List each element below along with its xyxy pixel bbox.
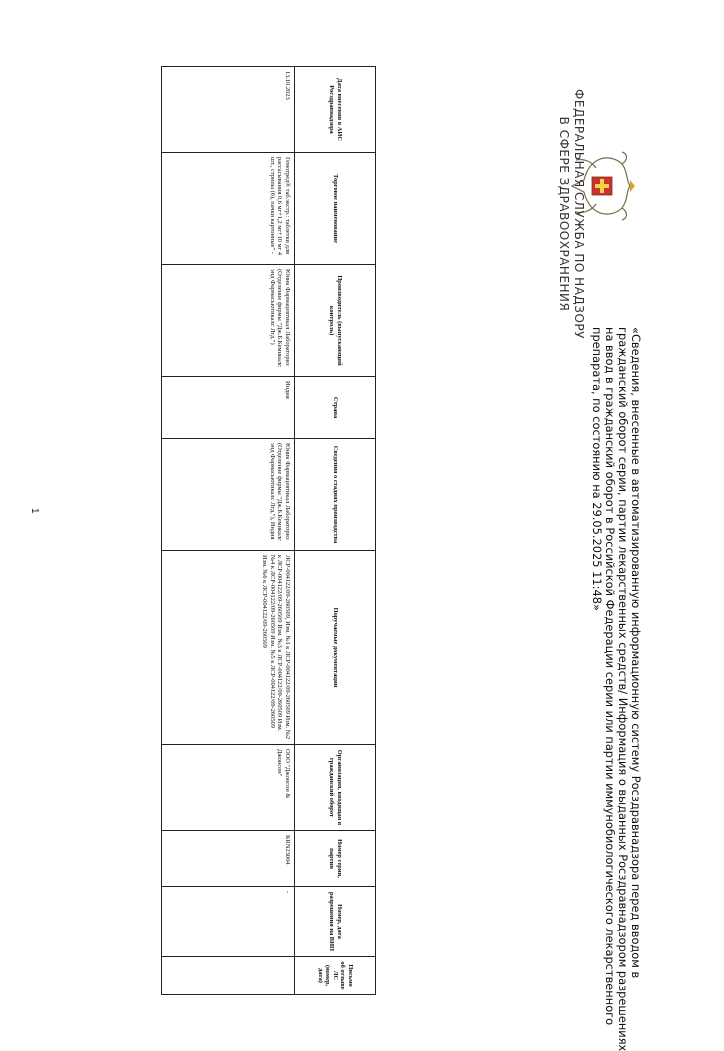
column-header: Дата внесения в АИС Росздравнадзора bbox=[295, 67, 376, 153]
table-header-row bbox=[295, 67, 376, 995]
agency-name-line1: ФЕДЕРАЛЬНАЯ СЛУЖБА ПО НАДЗОРУ bbox=[572, 89, 586, 339]
table-cell-organization: ООО "Джонсон & Джонсон" bbox=[162, 745, 295, 831]
column-header: Производитель (выпускающий контроль) bbox=[295, 265, 376, 377]
column-header: Поручаемые документации bbox=[295, 551, 376, 745]
table-cell-country: Индия bbox=[162, 377, 295, 439]
document-heading bbox=[590, 327, 643, 1051]
heading-line3: на ввод в гражданский оборот в Российской Федерации серии или партии иммунобиологического лекарственного bbox=[603, 327, 617, 1026]
column-header: Номер, дата разрешения на ВИП bbox=[295, 887, 376, 957]
table-row bbox=[162, 67, 295, 995]
table-cell-batch-number: KRN23004 bbox=[162, 831, 295, 887]
table-cell-date: 13.10.2023 bbox=[162, 67, 295, 153]
agency-name-line2: В СФЕРЕ ЗДРАВООХРАНЕНИЯ bbox=[557, 116, 571, 312]
table-cell-recall-letter bbox=[162, 957, 295, 995]
table-cell-permit: - bbox=[162, 887, 295, 957]
agency-name bbox=[556, 64, 586, 364]
column-header: Торговое наименование bbox=[295, 153, 376, 265]
table-cell-documents: ЛСР-004122/09-260509, Изм. №1 к ЛСР-004122/09-260509 Изм. №2 к ЛСР-004122/09-260509 Изм. №3 к ЛСР-004122/09-260509 Изм. №4 к ЛСР-004122/09-260509 Изм. №5 к ЛСР-004122/09-260509 Изм. №6 к ЛСР-004122/09-260509 bbox=[162, 551, 295, 745]
registry-table bbox=[161, 66, 376, 995]
heading-line4: препарата, по состоянию на 29.05.2025 11:48» bbox=[590, 327, 604, 611]
heading-line2: гражданский оборот серии, партии лекарственных средств/ Информация о выданных Росздравнадзором разрешениях bbox=[616, 327, 630, 1051]
table-cell-trade-name: Гемотред® таб.экстр.: таблетки для рассасывания 0,6 мг+1,2 мг+10 мг 4 шт., стрипы (6), пачки картонные" - bbox=[162, 153, 295, 265]
heading-line1: «Сведения, внесенные в автоматизированную информационную систему Росздравнадзора перед вводом в bbox=[629, 327, 643, 979]
page-number: 1 bbox=[29, 508, 40, 514]
table-cell-production-stages: Юник Фармацевтикал Лабораториз (Отделение фирмы "Дж.Б.Кемикалс энд Фармасьютикалс Лтд."), Индия bbox=[162, 439, 295, 551]
column-header: Организация, вводящая в гражданский оборот bbox=[295, 745, 376, 831]
column-header: Сведения о стадиях производства bbox=[295, 439, 376, 551]
column-header: Письмо об отзыве ЛС (номер, дата) bbox=[295, 957, 376, 995]
column-header: Страна bbox=[295, 377, 376, 439]
column-header: Номер серии, партии bbox=[295, 831, 376, 887]
table-cell-manufacturer: Юник Фармацевтикал Лабораториз (Отделение фирмы "Дж.Б.Кемикалс энд Фармасьютикалс Лтд.") bbox=[162, 265, 295, 377]
